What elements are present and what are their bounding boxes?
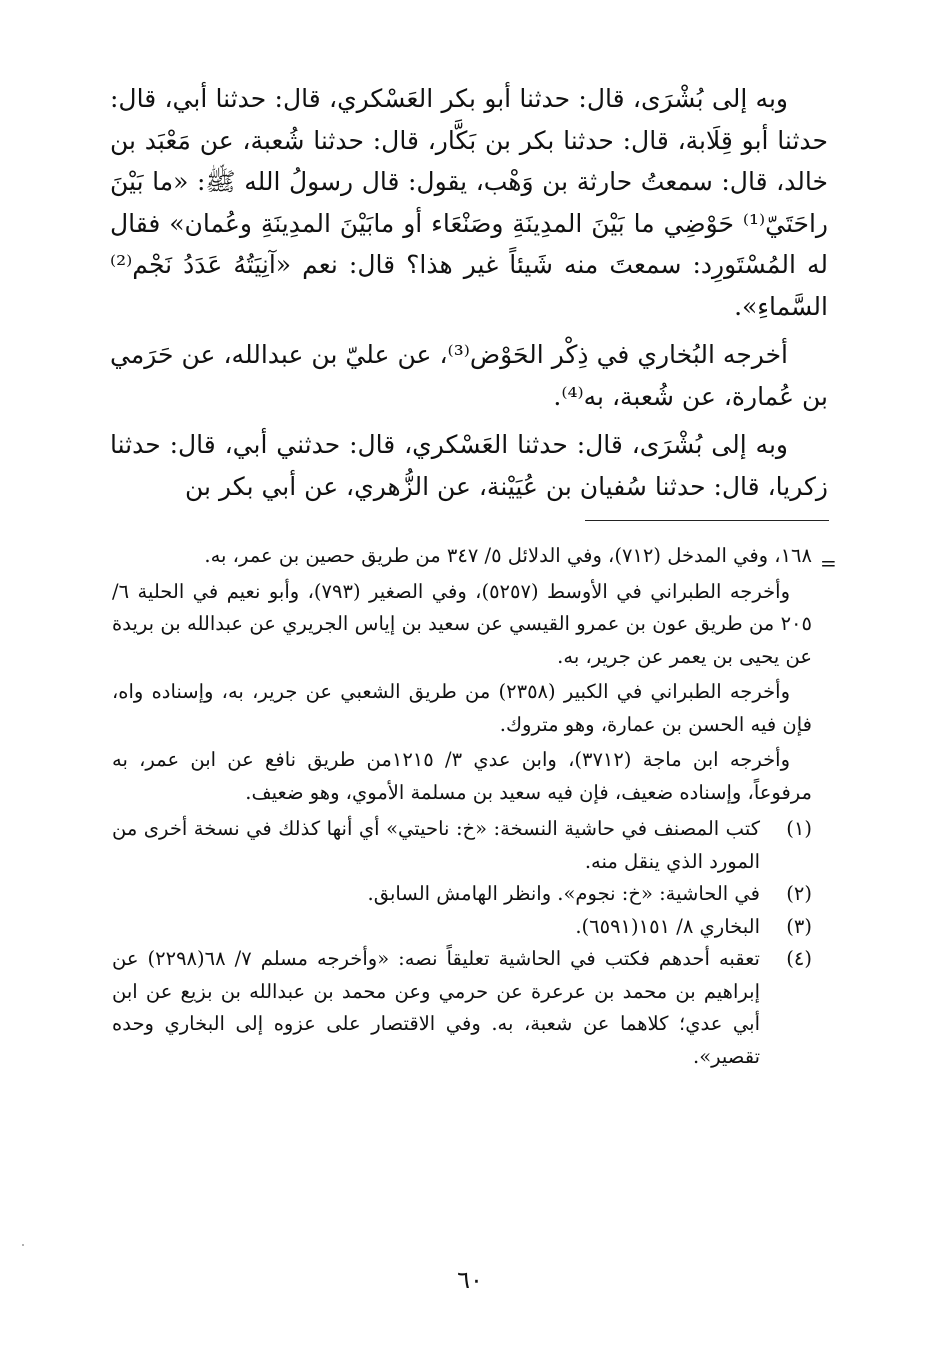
- footnote-number: (٢): [786, 882, 812, 905]
- main-text-body: [110, 78, 828, 507]
- main-paragraph: أخرجه البُخاري في ذِكْر الحَوْض⁽³⁾، عن عليّ بن عبدالله، عن حَرَمي بن عُمارة، عن شُعبة، به⁽⁴⁾.: [110, 340, 828, 411]
- footnote-item: [112, 943, 812, 1073]
- footnote-text: كتب المصنف في حاشية النسخة: «خ: ناحيتي» أي أنها كذلك في نسخة أخرى من المورد الذي ينقل منه.: [112, 817, 760, 873]
- footnote-item: [112, 878, 812, 911]
- page-number: ٦٠: [457, 1266, 483, 1294]
- footnote-text: البخاري ٨/ ١٥١(٦٥٩١).: [575, 914, 760, 938]
- scan-speck: [22, 1244, 24, 1246]
- footnote-continuation-mark: =: [820, 551, 837, 575]
- footnote-item: [112, 911, 812, 944]
- footnote-text: في الحاشية: «خ: نجوم». وانظر الهامش السابق.: [367, 882, 760, 905]
- footnote-number: (٤): [786, 947, 812, 970]
- footnote-number: (١): [786, 817, 812, 840]
- footnote-continued-paragraph: وأخرجه الطبراني في الكبير (٢٣٥٨) من طريق الشعبي عن جرير، به، وإسناده واه، فإن فيه الحسن بن عمارة، وهو متروك.: [112, 680, 812, 736]
- main-paragraph: وبه إلى بُشْرَى، قال: حدثنا العَسْكري، قال: حدثني أبي، قال: حدثنا زكريا، قال: حدثنا سُفيان بن عُيَيْنة، عن الزُّهري، عن أبي بكر بن: [110, 430, 828, 501]
- footnote-number: (٣): [786, 914, 812, 938]
- footnote-divider: [585, 520, 829, 521]
- footnote-continued-block: [112, 540, 812, 809]
- footnote-continued-paragraph: وأخرجه ابن ماجة (٣٧١٢)، وابن عدي ٣/ ١٢١٥من طريق نافع عن ابن عمر، به مرفوعاً، وإسناده ضعيف، فإن فيه سعيد بن مسلمة الأموي، وهو ضعيف.: [112, 748, 812, 804]
- footnotes-section: [112, 540, 812, 1073]
- footnote-continued-paragraph: وأخرجه الطبراني في الأوسط (٥٢٥٧)، وفي الصغير (٧٩٣)، وأبو نعيم في الحلية ٦/ ٢٠٥ من طريق عون بن عمرو القيسي عن سعيد بن إياس الجريري عن عبدالله بن بريدة عن يحيى بن يعمر عن جرير، به.: [112, 579, 812, 668]
- footnote-text: تعقبه أحدهم فكتب في الحاشية تعليقاً نصه: «وأخرجه مسلم ٧/ ٦٨(٢٢٩٨) عن إبراهيم بن محمد بن عرعرة عن حرمي وعن محمد بن عبدالله بن بزيع عن ابن أبي عدي؛ كلاهما عن شعبة، به. وفي الاقتصار على عزوه إلى البخاري وحده تقصير».: [112, 947, 760, 1068]
- footnote-item: [112, 813, 812, 878]
- footnote-list: [112, 813, 812, 1073]
- footnote-continued-paragraph: ١٦٨، وفي المدخل (٧١٢)، وفي الدلائل ٥/ ٣٤٧ من طريق حصين بن عمر، به.: [204, 544, 812, 567]
- main-paragraph: وبه إلى بُشْرَى، قال: حدثنا أبو بكر العَسْكري، قال: حدثنا أبي، قال: حدثنا أبو قِلَابة، قال: حدثنا بكر بن بَكَّار، قال: حدثنا شُعبة، عن مَعْبَد بن خالد، قال: سمعتُ حارثة بن وَهْب، يقول: قال رسولُ الله ﷺ: «ما بَيْنَ راحَتَيّ⁽¹⁾ حَوْضِي ما بَيْنَ المدِينَةِ وصَنْعَاء أو مابَيْنَ المدِينَةِ وعُمان» فقال له المُسْتَورِد: سمعتَ منه شَيئاً غير هذا؟ قال: نعم «آنِيَتُهُ عَدَدُ نَجْم⁽²⁾ السَّماءِ».: [110, 84, 828, 321]
